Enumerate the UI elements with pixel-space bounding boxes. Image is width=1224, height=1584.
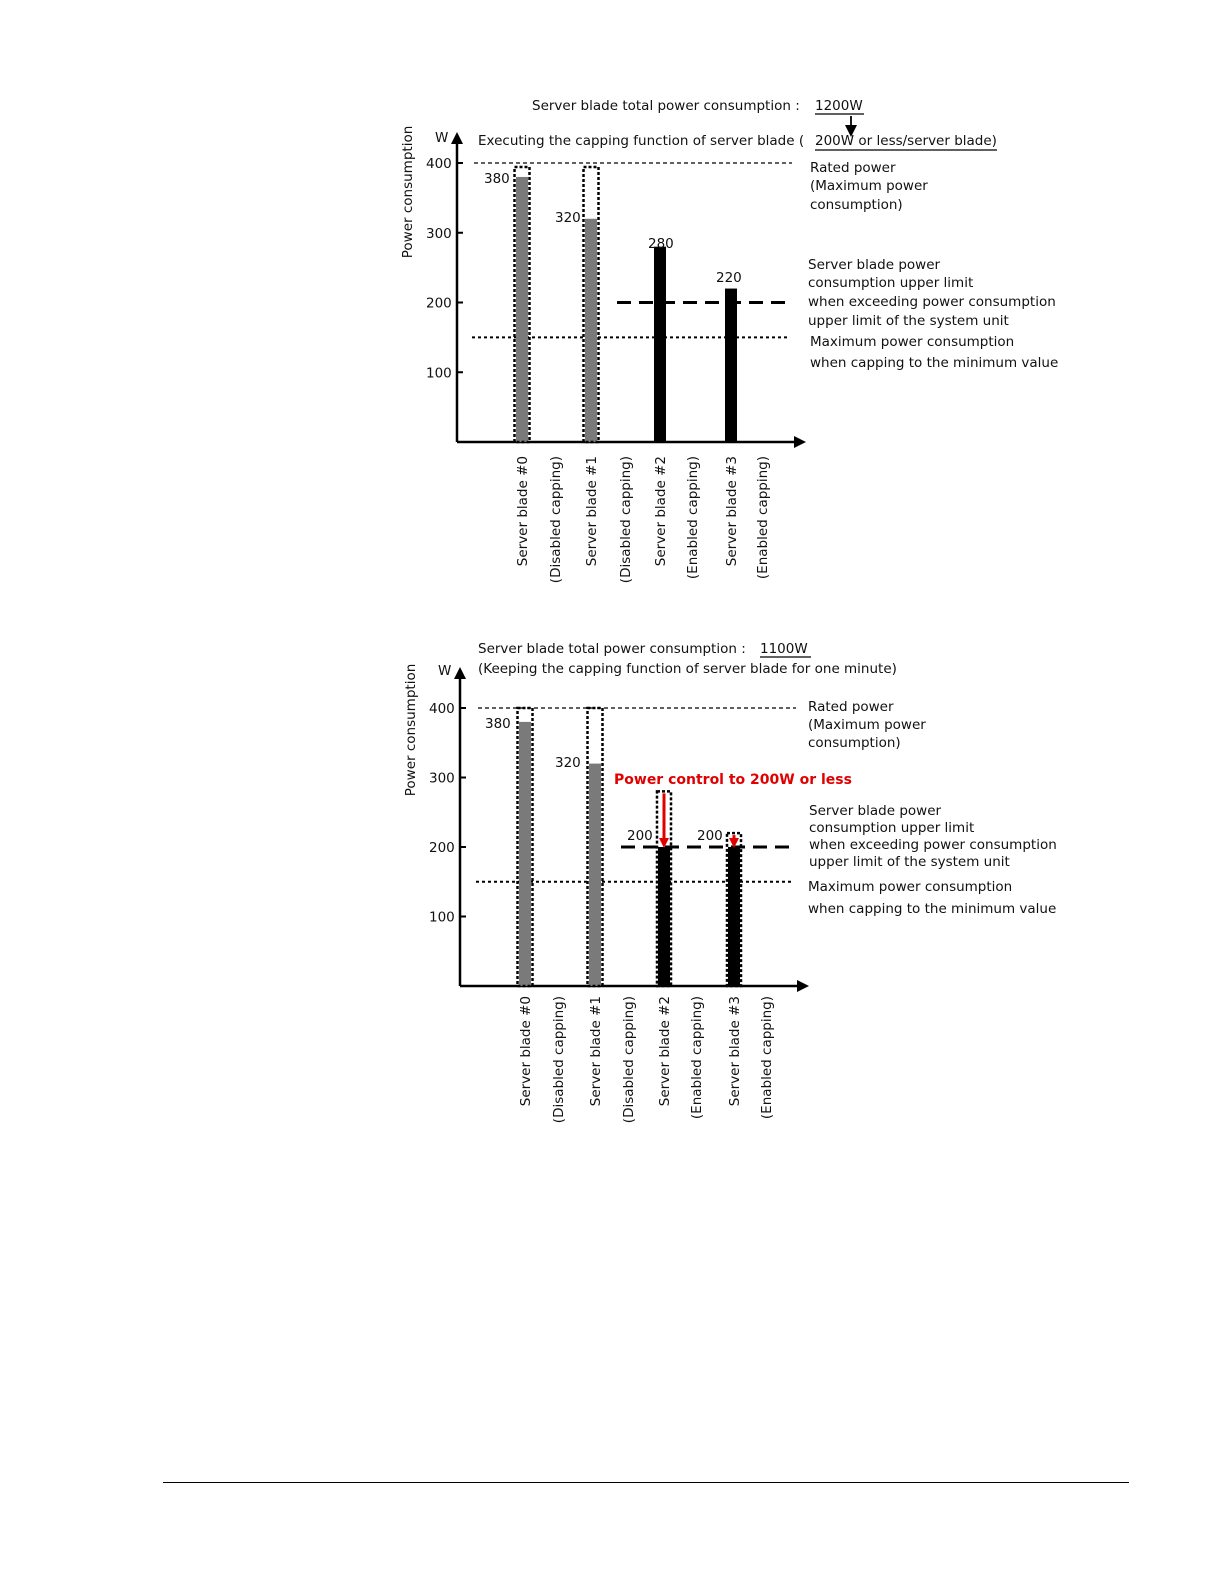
chart-2-category-label-0: Server blade #0 <box>518 996 534 1107</box>
chart-2-value-label-blade-3: 200 <box>697 828 723 844</box>
chart-2-power-control-note: Power control to 200W or less <box>614 772 852 788</box>
chart-2-upper-note-2: consumption upper limit <box>809 820 975 836</box>
chart-1-value-label-blade-2: 280 <box>648 236 674 252</box>
chart-2 <box>403 641 1057 1123</box>
chart-1-upper-note-2: consumption upper limit <box>808 275 974 291</box>
chart-2-annotations <box>808 699 1057 917</box>
chart-2-upper-note-3: when exceeding power consumption <box>809 837 1057 853</box>
chart-2-min-note-1: Maximum power consumption <box>808 879 1013 895</box>
chart-1-ytick-label: 300 <box>426 225 452 242</box>
chart-1-category-note-2: (Enabled capping) <box>685 456 701 580</box>
chart-1-category-note-1: (Disabled capping) <box>618 456 634 584</box>
chart-2-upper-note-1: Server blade power <box>809 803 942 819</box>
chart-1-bar-blade-2 <box>654 247 666 442</box>
chart-2-ytick-label: 100 <box>429 909 455 926</box>
chart-1-ytick-label: 200 <box>426 295 452 312</box>
chart-2-ytick-label: 300 <box>429 770 455 787</box>
chart-1-upper-note-3: when exceeding power consumption <box>808 294 1056 310</box>
chart-2-y-unit: W <box>438 663 452 679</box>
chart-2-title-prefix: Server blade total power consumption : <box>478 641 746 657</box>
chart-2-bar-blade-0 <box>519 722 531 986</box>
chart-1-subtitle-value: 200W or less/server blade) <box>815 133 997 149</box>
chart-1-ytick-label: 100 <box>426 365 452 382</box>
chart-2-category-note-0: (Disabled capping) <box>551 996 567 1124</box>
chart-1-category-note-3: (Enabled capping) <box>755 456 771 580</box>
chart-1-rated-note-2: (Maximum power <box>810 178 928 194</box>
chart-1-bar-blade-3 <box>725 289 737 442</box>
chart-1-category-label-3: Server blade #3 <box>724 456 740 567</box>
chart-1-upper-note-1: Server blade power <box>808 257 941 273</box>
chart-1-subtitle-prefix: Executing the capping function of server blade ( <box>478 133 805 149</box>
chart-1-category-label-1: Server blade #1 <box>584 456 600 567</box>
chart-2-category-note-1: (Disabled capping) <box>621 996 637 1124</box>
chart-2-subtitle: (Keeping the capping function of server blade for one minute) <box>478 661 897 677</box>
chart-2-category-label-3: Server blade #3 <box>727 996 743 1107</box>
chart-1-y-axis-label: Power consumption <box>400 125 416 259</box>
chart-1-value-label-blade-0: 380 <box>484 171 510 187</box>
chart-2-value-label-blade-2: 200 <box>627 828 653 844</box>
chart-1-min-note-1: Maximum power consumption <box>810 334 1015 350</box>
chart-1-upper-note-4: upper limit of the system unit <box>808 313 1009 329</box>
chart-1-annotations <box>808 160 1058 371</box>
chart-2-ytick-label: 200 <box>429 840 455 856</box>
chart-2-category-label-1: Server blade #1 <box>588 996 604 1107</box>
chart-1-rated-note-3: consumption) <box>810 197 903 213</box>
chart-2-value-label-blade-1: 320 <box>555 755 581 771</box>
chart-2-title-value: 1100W <box>760 641 808 657</box>
chart-2-min-note-2: when capping to the minimum value <box>808 901 1057 917</box>
chart-1-category-note-0: (Disabled capping) <box>548 456 564 584</box>
chart-1 <box>400 98 1058 583</box>
footer-rule <box>163 1482 1129 1483</box>
chart-2-value-label-blade-0: 380 <box>485 716 511 732</box>
chart-2-category-label-2: Server blade #2 <box>657 996 673 1107</box>
chart-1-category-label-2: Server blade #2 <box>653 456 669 567</box>
chart-2-bar-blade-3 <box>728 847 740 986</box>
chart-1-bar-blade-0 <box>516 177 528 442</box>
chart-2-ytick-label: 400 <box>429 701 455 717</box>
chart-2-bar-blade-1 <box>589 764 601 986</box>
chart-1-min-note-2: when capping to the minimum value <box>810 355 1059 371</box>
chart-2-upper-note-4: upper limit of the system unit <box>809 854 1010 870</box>
chart-2-rated-note-3: consumption) <box>808 735 901 751</box>
chart-1-title-prefix: Server blade total power consumption : <box>532 98 800 114</box>
chart-1-ytick-label: 400 <box>426 156 452 172</box>
chart-1-y-unit: W <box>435 130 449 146</box>
chart-1-category-label-0: Server blade #0 <box>515 456 531 567</box>
chart-2-rated-note-2: (Maximum power <box>808 717 926 733</box>
chart-1-title-value: 1200W <box>815 98 863 114</box>
chart-2-rated-note-1: Rated power <box>808 699 894 715</box>
chart-2-category-note-3: (Enabled capping) <box>759 996 775 1120</box>
chart-1-rated-note-1: Rated power <box>810 160 896 176</box>
chart-2-y-axis-label: Power consumption <box>403 663 419 797</box>
chart-1-value-label-blade-1: 320 <box>555 210 581 226</box>
chart-2-bar-blade-2 <box>658 847 670 986</box>
chart-2-category-note-2: (Enabled capping) <box>689 996 705 1120</box>
chart-1-bar-blade-1 <box>585 219 597 442</box>
chart-1-value-label-blade-3: 220 <box>716 270 742 286</box>
